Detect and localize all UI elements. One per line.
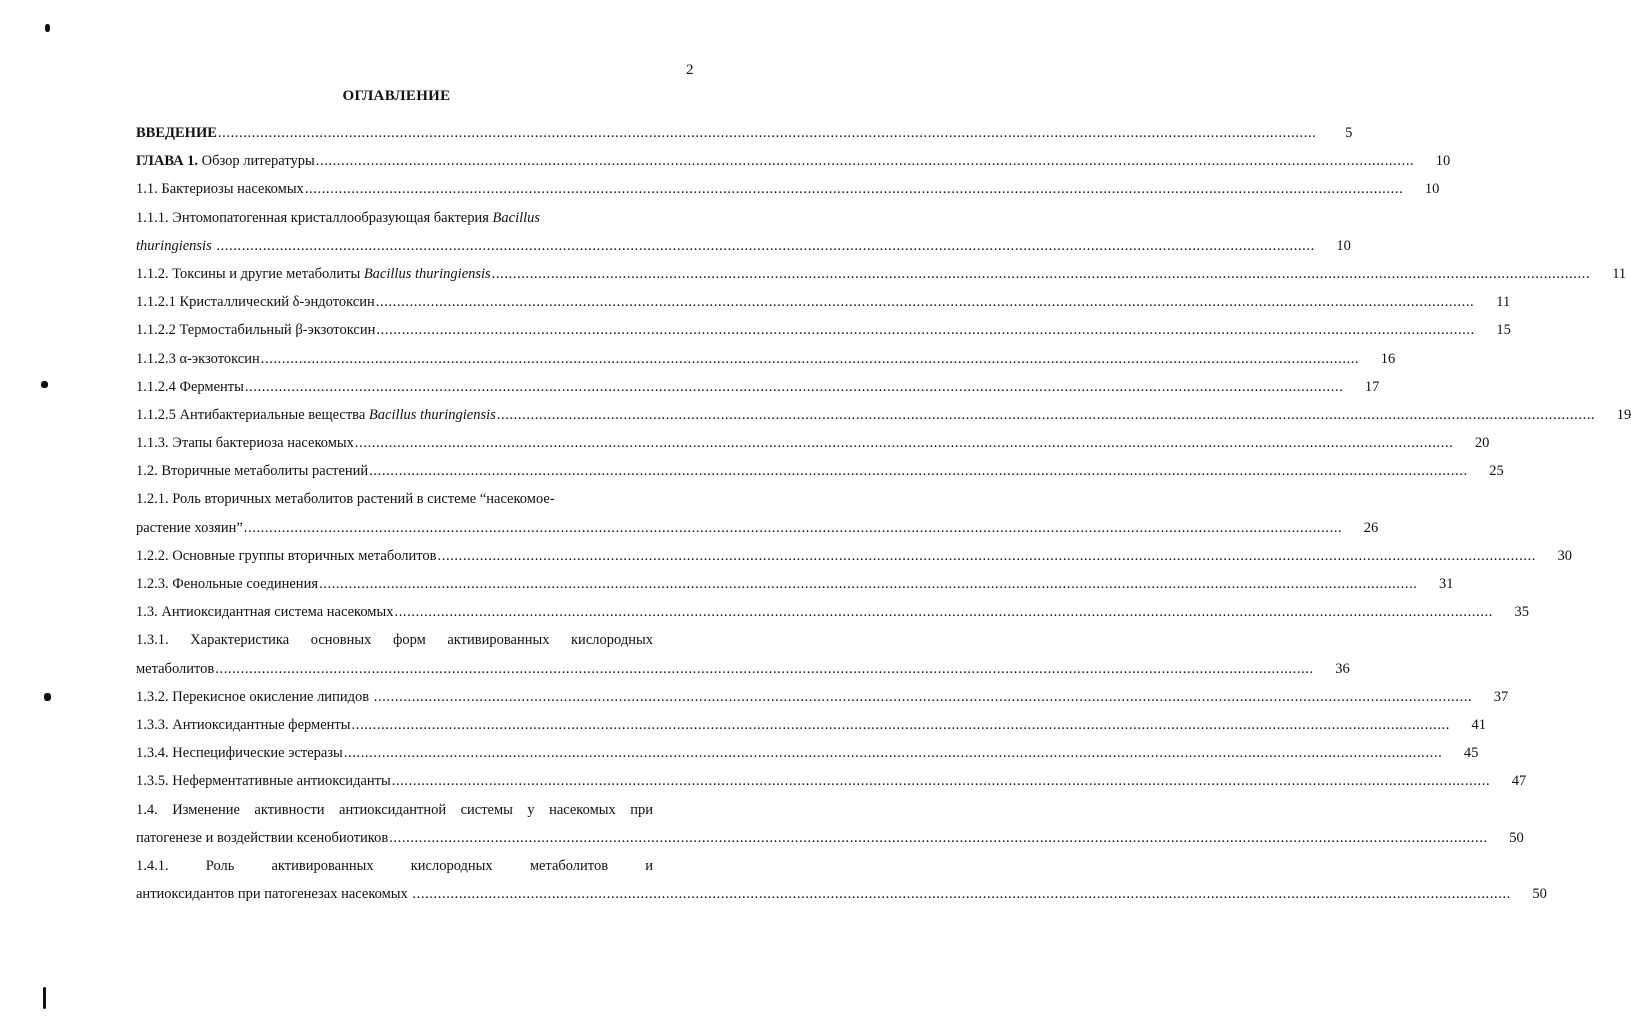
dot-leader: .................................................................................................................................................................................................................................................................... [217,125,1317,141]
toc-entry-word: 1.4.1. [136,857,169,874]
toc-entry-italic-text: thuringiensis [136,237,212,254]
toc-entry-word: Изменение [172,801,240,818]
dot-leader: .................................................................................................................................................................................................................................................................... [351,716,1450,733]
scan-mark [43,987,46,1009]
toc-page-number: 17 [1364,378,1380,395]
toc-page-number: 10 [1435,153,1451,170]
toc-page-number: 50 [1509,829,1524,846]
toc-entry-word: активированных [271,857,374,874]
toc-entry-word: Характеристика [190,632,290,649]
toc-entry-word: насекомых [549,801,616,818]
scan-mark [45,24,50,32]
dot-leader: .................................................................................................................................................................................................................................................................... [491,265,1591,282]
dot-leader: .................................................................................................................................................................................................................................................................... [369,463,1468,480]
toc-entry-text: 1.3.5. Неферментативные антиоксиданты [136,773,391,790]
dot-leader: .................................................................................................................................................................................................................................................................... [437,547,1537,564]
toc-entry-text [212,238,216,254]
toc-entry-text: 1.1.3. Этапы бактериоза насекомых [136,435,354,452]
toc-entry[interactable] [136,147,1451,175]
toc-page-number: 10 [1424,181,1440,198]
toc-page-number: 35 [1514,604,1529,621]
toc-entry[interactable] [136,767,1527,795]
toc-page-number: 30 [1557,547,1573,564]
toc-entry-text: 1.2.2. Основные группы вторичных метаболитов [136,547,437,564]
toc-entry[interactable] [136,796,1524,852]
toc-entry-text: Обзор литературы [198,153,315,170]
toc-entry-word: активированных [447,632,550,649]
toc-entry[interactable] [136,711,1486,739]
toc-entry-text: 1.3.2. Перекисное окисление липидов [136,688,373,705]
dot-leader: .................................................................................................................................................................................................................................................................... [216,237,1315,254]
toc-entry[interactable] [136,739,1479,767]
toc-entry-text: 1.2. Вторичные метаболиты растений [136,463,369,480]
toc-entry-word: при [630,801,653,818]
toc-entry-word: метаболитов [529,857,609,874]
toc-entry-text: 1.1.2.3 α-экзотоксин [136,350,260,367]
toc-page-number: 45 [1463,745,1479,762]
toc-entry[interactable] [136,457,1504,485]
toc-page-number: 50 [1532,886,1547,903]
toc-entry-text: 1.3.3. Антиоксидантные ферменты [136,716,351,733]
toc-entry-heading: ГЛАВА 1. [136,153,199,170]
toc-entry-italic-text: Bacillus [492,209,541,226]
toc-entry[interactable] [136,429,1490,457]
toc-page-number: 25 [1489,463,1504,480]
toc-entry-word: у [527,801,535,818]
dot-leader: .................................................................................................................................................................................................................................................................... [373,688,1473,705]
toc-entry[interactable] [136,626,1350,682]
dot-leader: .................................................................................................................................................................................................................................................................... [315,153,1415,170]
toc-entry-text: 1.1.2. Токсины и другие метаболиты [136,265,364,282]
toc-entry[interactable] [136,683,1509,711]
dot-leader: .................................................................................................................................................................................................................................................................... [260,350,1360,367]
dot-leader: .................................................................................................................................................................................................................................................................... [496,406,1596,423]
toc-entry-word: 1.3.1. [136,632,169,649]
dot-leader: .................................................................................................................................................................................................................................................................... [343,745,1443,762]
toc-page-number: 20 [1474,435,1490,452]
toc-entry[interactable] [136,485,1379,541]
scan-mark [41,381,48,388]
toc-entry[interactable] [136,373,1380,401]
toc-page-number: 31 [1439,576,1454,593]
toc-entry[interactable] [136,175,1440,203]
toc-entry-text: 1.1.2.4 Ферменты [136,378,244,395]
toc-entry-word: Роль [205,857,235,874]
toc-entry[interactable] [136,204,1351,260]
toc-entry[interactable] [136,345,1396,373]
toc-entry[interactable] [136,401,1631,429]
toc-entry-text: растение хозяин” [136,519,243,536]
toc-entry-text: 1.1. Бактериозы насекомых [136,181,304,198]
dot-leader: .................................................................................................................................................................................................................................................................... [389,829,1488,846]
toc-entry-text: 1.1.2.5 Антибактериальные вещества [136,406,369,423]
dot-leader: .................................................................................................................................................................................................................................................................... [391,773,1491,790]
toc-page-number: 15 [1496,322,1511,339]
toc-entry-text: 1.2.3. Фенольные соединения [136,576,319,593]
table-of-contents [136,119,1631,908]
dot-leader: .................................................................................................................................................................................................................................................................... [354,435,1454,452]
toc-page-number: 37 [1493,688,1509,705]
toc-entry[interactable] [136,119,1353,147]
toc-entry-heading: ВВЕДЕНИЕ [136,125,217,141]
toc-page-number: 11 [1612,265,1627,282]
dot-leader: .................................................................................................................................................................................................................................................................... [304,181,1404,198]
toc-page-number: 19 [1616,406,1631,423]
toc-entry-word: 1.4. [136,801,158,818]
toc-entry[interactable] [136,598,1529,626]
toc-entry[interactable] [136,260,1627,288]
toc-page-number: 10 [1336,237,1351,254]
toc-entry-italic-text: Bacillus thuringiensis [363,265,491,282]
toc-page-number: 47 [1511,773,1527,790]
dot-leader: .................................................................................................................................................................................................................................................................... [394,604,1493,621]
dot-leader: .................................................................................................................................................................................................................................................................... [412,886,1511,903]
toc-entry[interactable] [136,288,1511,316]
toc-entry-text: 1.1.2.2 Термостабильный β-экзотоксин [136,322,376,339]
toc-entry-text: антиоксидантов при патогенезах насекомых [136,886,412,903]
dot-leader: .................................................................................................................................................................................................................................................................... [375,294,1475,311]
dot-leader: .................................................................................................................................................................................................................................................................... [243,519,1343,536]
toc-entry[interactable] [136,852,1547,908]
toc-entry-word: и [645,857,653,874]
toc-entry-text: 1.2.1. Роль вторичных метаболитов растений в системе “насекомое- [136,491,555,508]
dot-leader: .................................................................................................................................................................................................................................................................... [376,322,1475,339]
toc-entry-word: кислородных [571,632,653,649]
scan-mark [44,693,51,701]
dot-leader: .................................................................................................................................................................................................................................................................... [319,576,1418,593]
toc-entry-word: активности [254,801,325,818]
toc-entry[interactable] [136,542,1573,570]
toc-page-number: 16 [1380,350,1396,367]
toc-entry-word: форм [392,632,426,649]
toc-page-number: 5 [1345,125,1353,141]
dot-leader: .................................................................................................................................................................................................................................................................... [215,660,1314,677]
toc-entry-italic-text: Bacillus thuringiensis [368,406,496,423]
toc-entry-word: антиоксидантной [339,801,447,818]
toc-entry-text: патогенезе и воздействии ксенобиотиков [136,829,389,846]
toc-entry-word: основных [310,632,372,649]
toc-page-number: 41 [1471,716,1486,733]
dot-leader: .................................................................................................................................................................................................................................................................... [244,378,1344,395]
toc-entry-text: 1.1.1. Энтомопатогенная кристаллообразующая бактерия [136,209,493,226]
toc-page-number: 36 [1335,660,1350,677]
toc-entry-word: системы [460,801,513,818]
toc-entry-text: 1.3.4. Неспецифические эстеразы [136,745,343,762]
toc-entry-text: метаболитов [136,660,215,677]
toc-entry[interactable] [136,316,1511,344]
page-number: 2 [686,62,694,78]
toc-entry-word: кислородных [410,857,493,874]
page-title: ОГЛАВЛЕНИЕ [342,88,451,104]
toc-entry-text: 1.1.2.1 Кристаллический δ-эндотоксин [136,294,375,311]
toc-entry[interactable] [136,570,1454,598]
toc-page-number: 11 [1496,294,1511,311]
toc-entry-text: 1.3. Антиоксидантная система насекомых [136,604,394,621]
toc-page-number: 26 [1363,519,1379,536]
